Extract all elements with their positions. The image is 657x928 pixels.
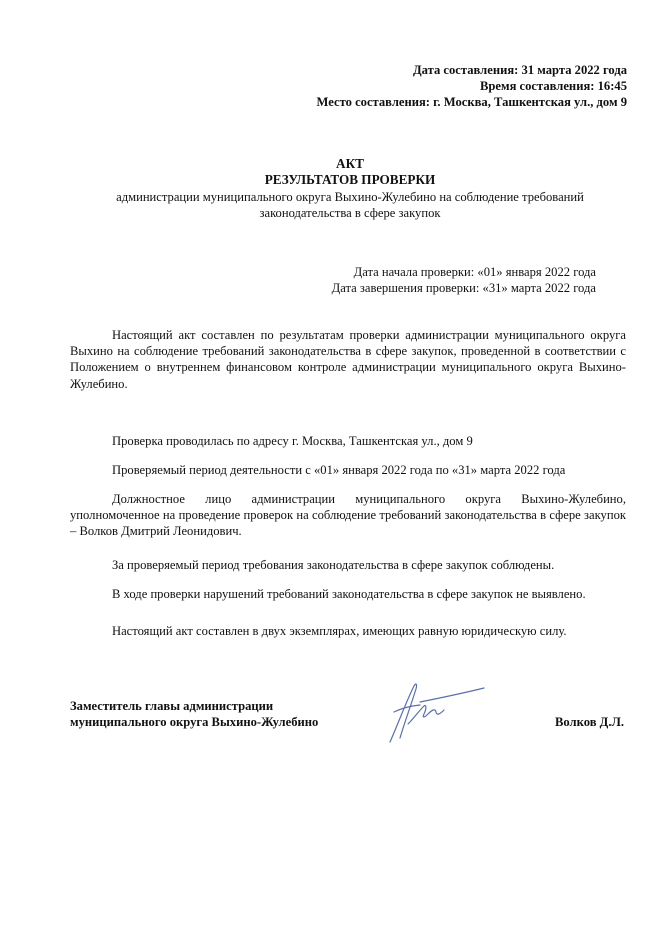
inspection-dates bbox=[196, 264, 596, 296]
paragraph-compliance: За проверяемый период требования законодательства в сфере закупок соблюдены. bbox=[112, 558, 555, 572]
paragraph-inspection-period: Проверяемый период деятельности с «01» января 2022 года по «31» марта 2022 года bbox=[112, 463, 566, 477]
compilation-date: Дата составления: 31 марта 2022 года bbox=[413, 63, 627, 77]
signatory-position-line2: муниципального округа Выхино-Жулебино bbox=[70, 715, 319, 729]
compilation-place: Место составления: г. Москва, Ташкентская ул., дом 9 bbox=[316, 95, 627, 109]
document-meta bbox=[147, 62, 627, 110]
title-results: РЕЗУЛЬТАТОВ ПРОВЕРКИ bbox=[264, 172, 436, 187]
paragraph-act-basis: Настоящий акт составлен по результатам проверки администрации муниципального округа Выхино на соблюдение требований законодательства в сфере закупок, проведенной в соответствии с Положением о внутреннем финансовом контроле администрации муниципального округа Выхино-Жулебино. bbox=[70, 328, 626, 391]
inspection-start-date: Дата начала проверки: «01» января 2022 года bbox=[353, 265, 596, 279]
title-description-line2: законодательства в сфере закупок bbox=[259, 206, 441, 220]
inspection-end-date: Дата завершения проверки: «31» марта 2022 года bbox=[331, 281, 596, 295]
document-title bbox=[90, 156, 610, 221]
paragraph-no-violations: В ходе проверки нарушений требований законодательства в сфере закупок не выявлено. bbox=[112, 587, 586, 601]
paragraph-inspection-address: Проверка проводилась по адресу г. Москва, Ташкентская ул., дом 9 bbox=[112, 434, 473, 448]
title-act: АКТ bbox=[336, 156, 364, 171]
signatory-position-line1: Заместитель главы администрации bbox=[70, 699, 274, 713]
title-description-line1: администрации муниципального округа Выхино-Жулебино на соблюдение требований bbox=[116, 190, 584, 204]
signatory-position bbox=[70, 698, 340, 730]
handwritten-signature bbox=[380, 672, 490, 752]
compilation-time: Время составления: 16:45 bbox=[480, 79, 627, 93]
signatory-name: Волков Д.Л. bbox=[555, 715, 624, 729]
paragraph-responsible-official: Должностное лицо администрации муниципального округа Выхино-Жулебино, уполномоченное на проведение проверок на соблюдение требований законодательства в сфере закупок – Волков Дмитрий Леонидович. bbox=[70, 492, 626, 539]
paragraph-copies: Настоящий акт составлен в двух экземплярах, имеющих равную юридическую силу. bbox=[112, 624, 567, 638]
